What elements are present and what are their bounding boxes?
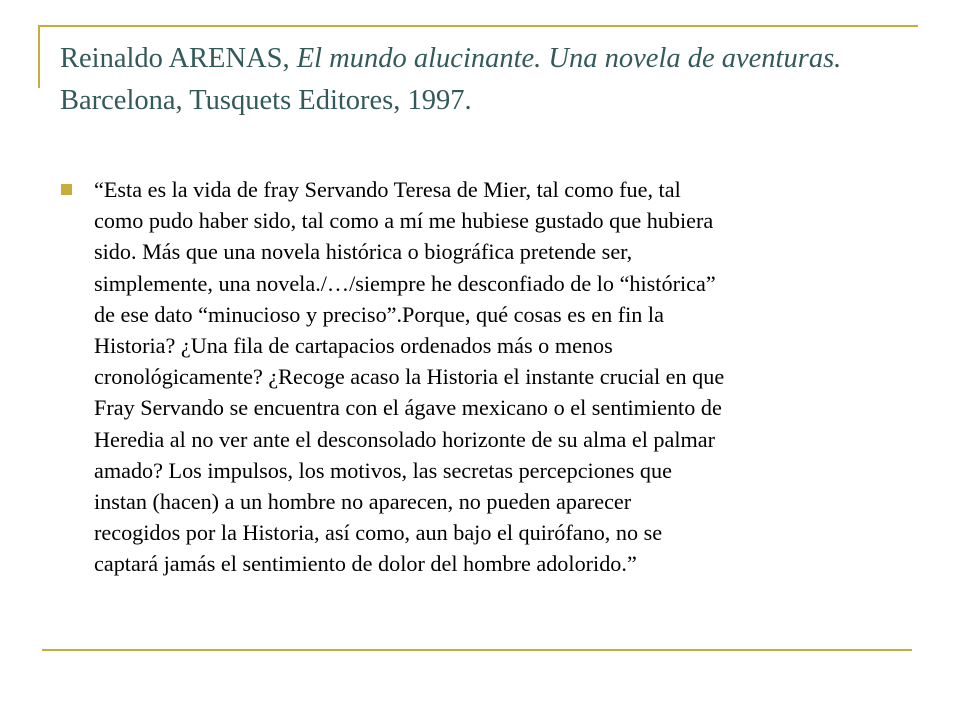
quote-line: Fray Servando se encuentra con el ágave mexicano o el sentimiento de: [94, 395, 722, 421]
slide-title: [60, 38, 920, 122]
quote-line: amado? Los impulsos, los motivos, las secretas percepciones que: [94, 457, 672, 483]
quote-paragraph: [94, 174, 924, 580]
quote-line: sido. Más que una novela histórica o biográfica pretende ser,: [94, 239, 633, 265]
quote-line: captará jamás el sentimiento de dolor del hombre adolorido.”: [94, 551, 637, 577]
bottom-rule: [42, 649, 912, 651]
title-book: El mundo alucinante. Una novela de aventuras.: [296, 43, 842, 74]
quote-line: como pudo haber sido, tal como a mí me hubiese gustado que hubiera: [94, 208, 714, 234]
top-rule: [38, 25, 918, 27]
left-rule: [38, 25, 40, 88]
bullet-square-icon: [61, 184, 72, 195]
quote-line: simplemente, una novela./…/siempre he desconfiado de lo “histórica”: [94, 270, 716, 296]
quote-line: Historia? ¿Una fila de cartapacios ordenados más o menos: [94, 333, 613, 359]
quote-line: Heredia al no ver ante el desconsolado horizonte de su alma el palmar: [94, 426, 716, 452]
quote-line: instan (hacen) a un hombre no aparecen, no pueden aparecer: [94, 489, 632, 515]
quote-line: recogidos por la Historia, así como, aun bajo el quirófano, no se: [94, 520, 663, 546]
quote-line: cronológicamente? ¿Recoge acaso la Historia el instante crucial en que: [94, 364, 725, 390]
quote-line: de ese dato “minucioso y preciso”.Porque, qué cosas es en fin la: [94, 301, 664, 327]
title-author: Reinaldo ARENAS,: [60, 43, 290, 74]
quote-line: “Esta es la vida de fray Servando Teresa de Mier, tal como fue, tal: [94, 177, 681, 202]
title-publisher: Barcelona, Tusquets Editores, 1997.: [60, 85, 472, 116]
